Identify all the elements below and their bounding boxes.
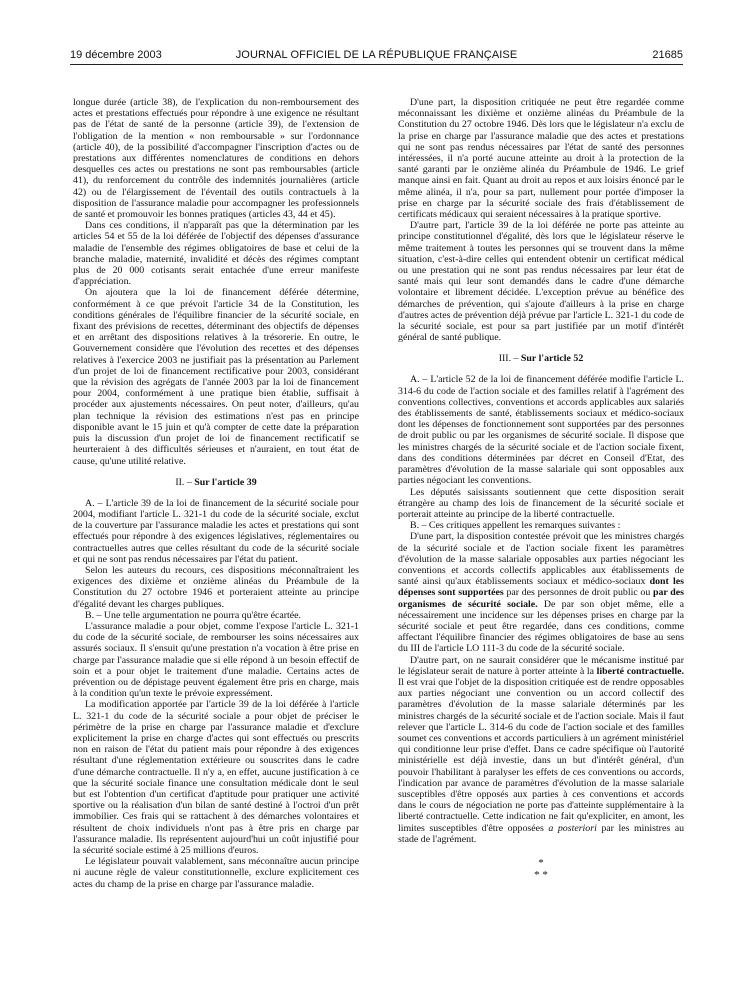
- paragraph: A. – L'article 39 de la loi de financement de la sécurité sociale pour 2004, modifiant l'article L. 321-1 du code de la sécurité sociale, exclut de la couverture par l'assurance maladie les actes et prestations qui sont effectués pour répondre à des exigences législatives, réglementaires ou contractuelles autres que celles résultant du code de la sécurité sociale et qui ne sont pas rendus nécessaires par l'état du patient.: [73, 497, 359, 565]
- paragraph: D'autre part, l'article 39 de la loi déférée ne porte pas atteinte au principe constitutionnel d'égalité, dès lors que le législateur réserve le même traitement à toutes les personnes qui se trouvent dans la même situation, c'est-à-dire celles qui entendent obtenir un certificat médical ou une prestation qui ne sont pas rendus nécessaires par leur état de santé mais qui leur sont demandés dans le cadre d'une démarche volontaire et librement décidée. L'exception prévue au bénéfice des démarches de prévention, qui s'ajoute d'ailleurs à la prise en charge d'autres actes de prévention déjà prévue par l'article L. 321-1 du code de la sécurité sociale, est pour sa part justifiée par un motif d'intérêt général de santé publique.: [398, 220, 684, 344]
- bold-run: par des organismes de sécurité sociale.: [398, 587, 684, 610]
- bold-run: liberté contractuelle.: [596, 665, 684, 677]
- text-run: D'autre part, on ne saurait considérer que le mécanisme institué par le législateur serait de nature à porter atteinte à la: [398, 654, 684, 677]
- text-run: D'une part, la disposition contestée prévoit que les ministres chargés de la sécurité sociale et de l'action sociale fixent les paramètres d'évolution de la masse salariale opposables aux parties négociant les conventions et accords collectifs applicables aux établissements de santé ainsi qu'aux établissements sociaux et médico-sociaux: [398, 531, 684, 588]
- separator-stars: * *: [534, 869, 548, 881]
- paragraph: Dans ces conditions, il n'apparaît pas que la détermination par les articles 54 et 55 de la loi déférée de l'objectif des dépenses d'assurance maladie de l'ensemble des régimes obligatoires de base et celui de la branche maladie, maternité, invalidité et décès des régimes comptant plus de 20 000 cotisants serait entachée d'une erreur manifeste d'appréciation.: [73, 220, 359, 288]
- header-journal-title: JOURNAL OFFICIEL DE LA RÉPUBLIQUE FRANÇAISE: [235, 49, 518, 61]
- header-rule: [70, 64, 683, 65]
- italic-run: a posteriori: [548, 822, 597, 834]
- paragraph: longue durée (article 38), de l'explication du non-remboursement des actes et prestations effectués pour répondre à une exigence ne résultant pas de l'état de santé de la personne (article 39), de l'extension de l'obligation de la mention « non remboursable » sur l'ordonnance (article 40), de la possibilité d'accompagner l'inscription d'actes ou de prestations aux différentes nomenclatures de conditions en dehors desquelles ces actes ou prestations ne sont pas remboursables (article 41), du renforcement du contrôle des indemnités journalières (article 42) ou de l'élargissement de l'éventail des outils contractuels à la disposition de l'assurance maladie pour accompagner les professionnels de santé et promouvoir les bonnes pratiques (articles 43, 44 et 45).: [73, 97, 359, 221]
- paragraph: L'assurance maladie a pour objet, comme l'expose l'article L. 321-1 du code de la sécurité sociale, de rembourser les soins nécessaires aux assurés sociaux. Il s'ensuit qu'une prestation n'a vocation à être prise en charge par l'assurance maladie que si elle répond à un besoin effectif de soin et a pour objet le traitement d'une maladie. Certains actes de prévention ou de dépistage peuvent également être pris en charge, mais à la condition qu'un texte le prévoie expressément.: [73, 620, 359, 700]
- paragraph: B. – Ces critiques appellent les remarques suivantes :: [410, 520, 621, 532]
- section-title: Sur l'article 52: [520, 353, 584, 365]
- text-run: par des personnes de droit public ou: [506, 587, 651, 599]
- text-run: par les ministres au stade de l'agrément.: [398, 822, 684, 845]
- header-page-number: 21685: [652, 49, 683, 61]
- separator-star: *: [538, 857, 544, 869]
- left-column: [73, 97, 359, 977]
- paragraph: Selon les auteurs du recours, ces dispositions méconnaîtraient les exigences des dixième et onzième alinéas du Préambule de la Constitution du 27 octobre 1946 et porteraient atteinte au principe d'égalité devant les charges publiques.: [73, 564, 359, 610]
- paragraph: La modification apportée par l'article 39 de la loi déférée à l'article L. 321-1 du code de la sécurité sociale a pour objet de préciser le périmètre de la prise en charge par l'assurance maladie et d'exclure explicitement la prise en charge d'actes qui sont effectués ou prescrits non en raison de l'état du patient mais pour répondre à des exigences résultant d'une réglementation extérieure ou souscrites dans le cadre d'une démarche contractuelle. Il n'y a, en effet, aucune justification à ce que la sécurité sociale finance une consultation médicale dont le seul but est l'obtention d'un certificat d'aptitude pour pratiquer une activité sportive ou la réalisation d'un bilan de santé destiné à l'octroi d'un prêt immobilier. Ces frais qui se rattachent à des démarches volontaires et résultent de choix individuels n'ont pas à être pris en charge par l'assurance maladie. Ils représentent aujourd'hui un coût injustifié pour la sécurité sociale estimé à 25 millions d'euros.: [73, 699, 359, 856]
- section-number: III. –: [498, 353, 519, 365]
- paragraph: B. – Une telle argumentation ne pourra qu'être écartée.: [85, 609, 302, 621]
- paragraph: On ajoutera que la loi de financement déférée détermine, conformément à ce que prévoit l'article 34 de la Constitution, les conditions générales de l'équilibre financier de la sécurité sociale, en fixant des prévisions de recettes, déterminant des objectifs de dépenses et en arrêtant des dispositions relatives à la trésorerie. En outre, le Gouvernement considère que l'évolution des recettes et des dépenses relatives à l'exercice 2003 ne justifiait pas la présentation au Parlement d'un projet de loi de financement rectificative pour 2003, considérant que la révision des agrégats de l'année 2003 par la loi de financement pour 2004, conformément à une pratique bien établie, suffisait à procéder aux ajustements nécessaires. On peut noter, d'ailleurs, qu'au plan technique la révision des estimations n'est pas en principe disponible avant le 15 juin et qu'à compter de cette date la préparation puis la discussion d'un projet de loi de financement rectificatif se heurteraient à des difficultés sérieuses et n'auraient, en tout état de cause, qu'une utilité relative.: [73, 287, 359, 467]
- paragraph: [398, 655, 684, 845]
- paragraph: Les députés saisissants soutiennent que cette disposition serait étrangère au champ des lois de financement de la sécurité sociale et porterait atteinte au principe de la liberté contractuelle.: [398, 486, 684, 520]
- section-heading: [73, 477, 359, 489]
- bold-run: dont les dépenses sont supportées: [398, 576, 684, 599]
- paragraph: D'une part, la disposition critiquée ne peut être regardée comme méconnaissant les dixième et onzième alinéas du Préambule de la Constitution du 27 octobre 1946. Dès lors que le législateur n'a exclu de la prise en charge par l'assurance maladie que des actes et prestations qui ne sont pas rendus nécessaires par l'état de santé des personnes intéressées, il n'a porté aucune atteinte au droit à la protection de la santé garanti par le onzième alinéa du Préambule de 1946. Le grief manque ainsi en fait. Quant au droit au repos et aux loisirs énoncé par le même alinéa, il n'a, pour sa part, nullement pour portée d'imposer la prise en charge par la sécurité sociale des frais d'établissement de certificats médicaux qui seraient nécessaires à la pratique sportive.: [398, 97, 684, 221]
- header-date: 19 décembre 2003: [70, 49, 162, 61]
- section-separator: [398, 857, 684, 881]
- right-column: [398, 97, 684, 977]
- section-title: Sur l'article 39: [194, 476, 257, 488]
- section-number: II. –: [175, 476, 192, 488]
- paragraph: [398, 531, 684, 654]
- paragraph: A. – L'article 52 de la loi de financement déférée modifie l'article L. 314-6 du code de l'action sociale et des familles relatif à l'agrément des conventions collectives, conventions et accords applicables aux salariés des établissements de santé, établissements sociaux et médico-sociaux dont les dépenses de fonctionnement sont supportées par des personnes de droit public ou par les organismes de sécurité sociale. Il dispose que les ministres chargés de la sécurité sociale et de l'action sociale fixent, dans des conditions déterminées par décret en Conseil d'Etat, des paramètres d'évolution de la masse salariale qui sont opposables aux parties négociant les conventions.: [398, 374, 684, 487]
- page-header: [70, 47, 683, 63]
- text-run: Il est vrai que l'objet de la disposition critiquée est de rendre opposables aux parties négociant une convention ou un accord collectif des paramètres d'évolution de la masse salariale déterminés par les ministres chargés de la sécurité sociale et de l'action sociale. Mais il faut relever que l'article L. 314-6 du code de l'action sociale et des familles soumet ces conventions et accords particuliers à un agrément ministériel qui conditionne leur prise d'effet. Dans ce cadre spécifique où l'autorité ministérielle est déjà investie, dans un but d'intérêt général, d'un pouvoir l'habilitant à paralyser les effets de ces conventions ou accords, l'indication par avance de paramètres d'évolution de la masse salariale susceptibles d'être opposés aux parties à ces conventions et accords dans le cours de négociation ne porte pas d'atteinte supplémentaire à la liberté contractuelle. Cette indication ne fait qu'expliciter, en amont, les limites susceptibles d'être opposées: [398, 676, 684, 834]
- paragraph: Le législateur pouvait valablement, sans méconnaître aucun principe ni aucune règle de valeur constitutionnelle, exclure explicitement ces actes du champ de la prise en charge par l'assurance maladie.: [73, 856, 359, 890]
- text-run: De par son objet même, elle a nécessairement une incidence sur les dépenses prises en charge par la sécurité sociale et peut être regardée, dans ces conditions, comme affectant l'équilibre financier des régimes obligatoires de base au sens du III de l'article LO 111-3 du code de la sécurité sociale.: [398, 598, 684, 655]
- section-heading: [398, 353, 684, 365]
